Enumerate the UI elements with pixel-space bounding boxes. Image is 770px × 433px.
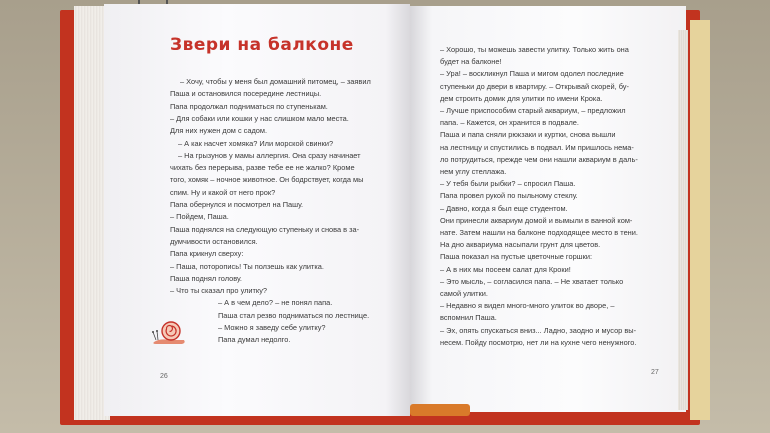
text-line: – Что ты сказал про улитку? (170, 286, 268, 296)
text-line: – Хочу, чтобы у меня был домашний питомец, – заявил (180, 77, 371, 86)
page-number-right: 27 (651, 369, 659, 376)
text-line: чихать без перерыва, разве тебе ее не жалко? Кроме (170, 163, 355, 173)
text-line: – Эх, опять спускаться вниз... Ладно, заодно и мусор вы- (440, 325, 637, 335)
text-line: – А как насчет хомяка? Или морской свинки? (178, 138, 334, 148)
text-line: Папа думал недолго. (218, 335, 291, 345)
text-line: Паша поднял голову. (170, 273, 242, 283)
text-line: Они принесли аквариум домой и вымыли в ванной ком- (440, 215, 633, 225)
text-line: будет на балконе! (440, 57, 502, 67)
text-line: – А в них мы посеем салат для Кроки! (440, 264, 571, 274)
text-line: Для них нужен дом с садом. (170, 126, 268, 136)
text-line: – У тебя были рыбки? – спросил Паша. (440, 179, 576, 189)
text-line: – Можно я заведу себе улитку? (218, 323, 326, 332)
text-line: – Паша, потoропись! Ты ползешь как улитка. (170, 261, 324, 271)
chapter-title: Звери на балконе (170, 35, 354, 55)
text-line: Паша поднялся на следующую ступеньку и снова в за- (170, 224, 360, 234)
text-line: Папа провел рукой по пыльному стеклу. (440, 191, 578, 201)
page-number-left: 26 (160, 373, 168, 380)
page-stack-right (678, 30, 688, 410)
text-line: – Недавно я видел много-много улиток во дворе, – (440, 301, 615, 311)
snail-icon (150, 318, 188, 346)
text-line: папа. – Кажется, он хранится в подвале. (440, 118, 579, 128)
text-line: ступеньки до двери в квартиру. – Открывай скорей, бу- (440, 81, 629, 91)
text-line: несем. Пойду посмотрю, нет ли на кухне чего ненужного. (440, 337, 637, 347)
text-line: Папа обернулся и посмотрел на Пашу. (170, 200, 304, 209)
text-line: Паша стал резво подниматься по лестнице. (218, 310, 370, 320)
text-line: Папа продолжал подниматься по ступенькам. (170, 101, 328, 111)
text-line: Паша и остановился посередине лестницы. (170, 89, 322, 99)
text-line: дем строить домик для улитки по имени Крока. (440, 93, 603, 103)
text-line: – Это мысль, – согласился папа. – Не хватает только (440, 276, 624, 286)
bookmark-ribbon (410, 404, 470, 416)
text-line: – Ура! – воскликнул Паша и мигом одолел последние (440, 69, 624, 79)
right-page-text (440, 45, 668, 355)
text-line: – На грызунов у мамы аллергия. Она сразу начинает (178, 150, 361, 160)
text-line: – А в чем дело? – не понял папа. (218, 298, 333, 308)
text-line: – Для собаки или кошки у нас слишком мало места. (170, 113, 349, 123)
text-line: самой улитки. (440, 289, 488, 298)
text-line: нате. Затем нашли на балконе подходящее место в тени. (440, 228, 638, 237)
text-line: – Лучше приспособим старый аквариум, – предложил (440, 106, 626, 115)
text-line: На дно аквариума насыпали грунт для цветов. (440, 240, 601, 250)
left-page-text (170, 77, 402, 357)
text-line: – Давно, когда я был еще студентом. (440, 203, 568, 213)
text-line: думчивости остановился. (170, 236, 258, 246)
text-line: – Хорошо, ты можешь завести улитку. Только жить она (440, 45, 629, 54)
text-line: того, хомяк – ночное животное. Он бодрствует, когда мы (170, 175, 364, 185)
text-line: на лестницу и спустились в подвал. Им пришлось нема- (440, 142, 634, 152)
text-line: – Пойдем, Паша. (170, 212, 229, 222)
text-line: вспомнил Паша. (440, 313, 497, 323)
book-cover-edge (690, 20, 710, 420)
text-line: Папа крикнул сверху: (170, 249, 244, 259)
text-line: Паша и папа сняли рюкзаки и куртки, снова вышли (440, 130, 616, 140)
text-line: ло потрудиться, прежде чем они нашли аквариум в даль- (440, 154, 638, 164)
text-line: нем углу стеллажа. (440, 167, 507, 176)
text-line: спим. Ну и какой от него прок? (170, 187, 276, 197)
text-line: Паша показал на пустые цветочные горшки: (440, 252, 593, 262)
